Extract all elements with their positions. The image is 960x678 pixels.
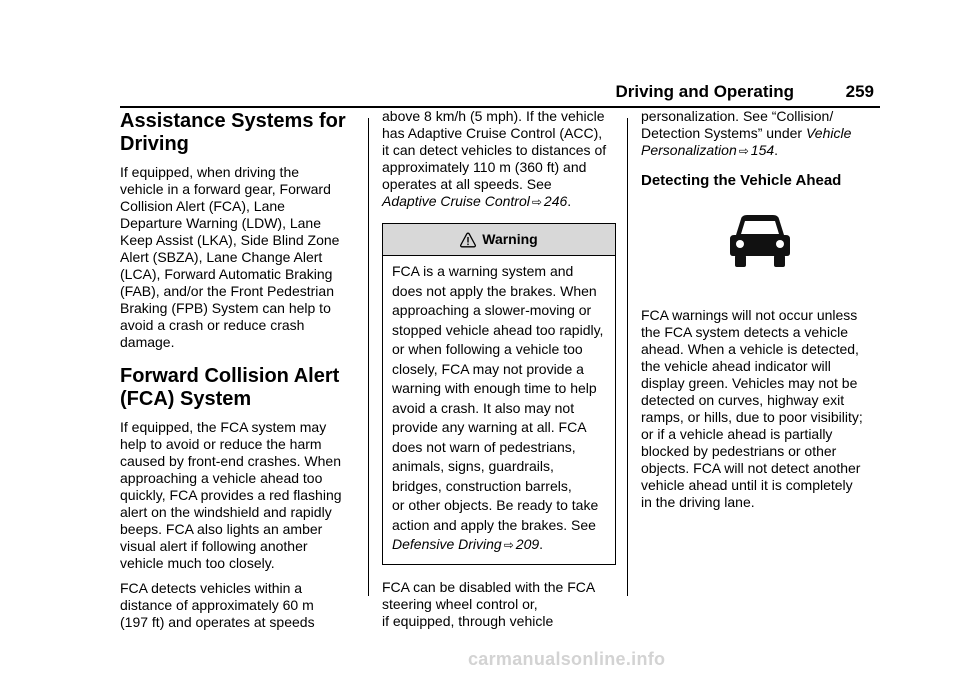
column-divider-1 bbox=[368, 118, 369, 596]
paragraph-detection: FCA warnings will not occur unless the FCA system detects a vehicle ahead. When a vehicle is detected, the vehicle ahead indicator will display green. Vehicles may not be detected on curves, highway exit ramps, or hills, due to poor visibility; or if a vehicle ahead is partially blocked by pedestrians or other objects. FCA will not detect another vehicle ahead until it is completely in the driving lane. bbox=[641, 307, 863, 510]
vehicle-link[interactable]: Vehicle bbox=[805, 125, 852, 141]
paragraph-fca-range: FCA detects vehicles within a distance of approximately 60 m (197 ft) and operates at speeds bbox=[120, 580, 315, 630]
page-number: 259 bbox=[845, 82, 874, 101]
defensive-driving-page-ref[interactable]: 209 bbox=[515, 536, 540, 552]
page-ref-arrow-icon: ⇨ bbox=[531, 195, 542, 209]
column-1 bbox=[120, 108, 354, 631]
heading-assistance-systems: Assistance Systems for Driving bbox=[120, 110, 346, 155]
warning-header bbox=[383, 224, 615, 256]
acc-text: above 8 km/h (5 mph). If the vehicle has Adaptive Cruise Control (ACC), it can detect vehicles to distances of approximately 110 m (360 ft) and operates at all speeds. See bbox=[382, 108, 607, 192]
heading-detecting-vehicle: Detecting the Vehicle Ahead bbox=[641, 172, 842, 189]
personalization-link[interactable]: Personalization bbox=[641, 142, 737, 158]
paragraph-personalization: personalization. See “Collision/ Detection Systems” under Vehicle Personalization ⇨ 154. bbox=[641, 108, 852, 158]
column-3 bbox=[641, 108, 877, 511]
page-header bbox=[120, 80, 880, 110]
warning-title: Warning bbox=[482, 231, 538, 247]
paragraph-acc-continued: above 8 km/h (5 mph). If the vehicle has Adaptive Cruise Control (ACC), it can detect vehicles to distances of approximately 110 m (360 ft) and operates at all speeds. See Adaptive Cruise Control ⇨ 246. bbox=[382, 108, 607, 209]
paragraph-assistance-intro: If equipped, when driving the vehicle in a forward gear, Forward Collision Alert (FCA), Lane Departure Warning (LDW), Lane Keep Assist (LKA), Side Blind Zone Alert (SBZA), Lane Change Alert (LCA), Forward Automatic Braking (FAB), and/or the Front Pedestrian Braking (FPB) System can help to avoid a crash or reduce crash damage. bbox=[120, 164, 340, 350]
page-ref-arrow-icon: ⇨ bbox=[738, 144, 749, 158]
vehicle-ahead-indicator bbox=[641, 197, 877, 307]
page-ref-arrow-icon: ⇨ bbox=[503, 538, 514, 552]
column-divider-2 bbox=[627, 118, 628, 596]
section-title: Driving and Operating bbox=[615, 82, 794, 101]
personalization-page-ref[interactable]: 154 bbox=[750, 142, 775, 158]
heading-fca-system: Forward Collision Alert (FCA) System bbox=[120, 365, 340, 410]
paragraph-fca-intro: If equipped, the FCA system may help to avoid or reduce the harm caused by front-end crashes. When approaching a vehicle ahead too quickly, FCA provides a red flashing alert on the windshield and rapidly beeps. FCA also lights an amber visual alert if following another vehicle much too closely. bbox=[120, 419, 342, 571]
acc-page-ref[interactable]: 246 bbox=[543, 193, 568, 209]
defensive-driving-link[interactable]: Defensive Driving bbox=[392, 536, 502, 552]
warning-body: FCA is a warning system and does not apply the brakes. When approaching a slower-moving or stopped vehicle ahead too rapidly, or when following a vehicle too closely, FCA may not provide a warning with enough time to help avoid a crash. It also may not provide any warning at all. FCA does not warn of pedestrians, animals, signs, guardrails, bridges, construction barrels, or other objects. Be ready to take action and apply the brakes. See Defensive Driving ⇨ 209. bbox=[392, 263, 604, 552]
acc-link[interactable]: Adaptive Cruise Control bbox=[382, 193, 530, 209]
warning-triangle-icon bbox=[460, 232, 476, 248]
watermark: carmanualsonline.info bbox=[468, 649, 666, 669]
warning-box bbox=[382, 223, 616, 565]
vehicle-ahead-icon bbox=[728, 213, 792, 269]
paragraph-fca-disable: FCA can be disabled with the FCA steering wheel control or, if equipped, through vehicle bbox=[382, 578, 596, 629]
column-2 bbox=[382, 108, 616, 630]
warning-text: FCA is a warning system and does not apply the brakes. When approaching a slower-moving or stopped vehicle ahead too rapidly, or when following a vehicle too closely, FCA may not provide a warning with enough time to help avoid a crash. It also may not provide any warning at all. FCA does not warn of pedestrians, animals, signs, guardrails, bridges, construction barrels, or other objects. Be ready to take action and apply the brakes. See bbox=[392, 263, 604, 533]
